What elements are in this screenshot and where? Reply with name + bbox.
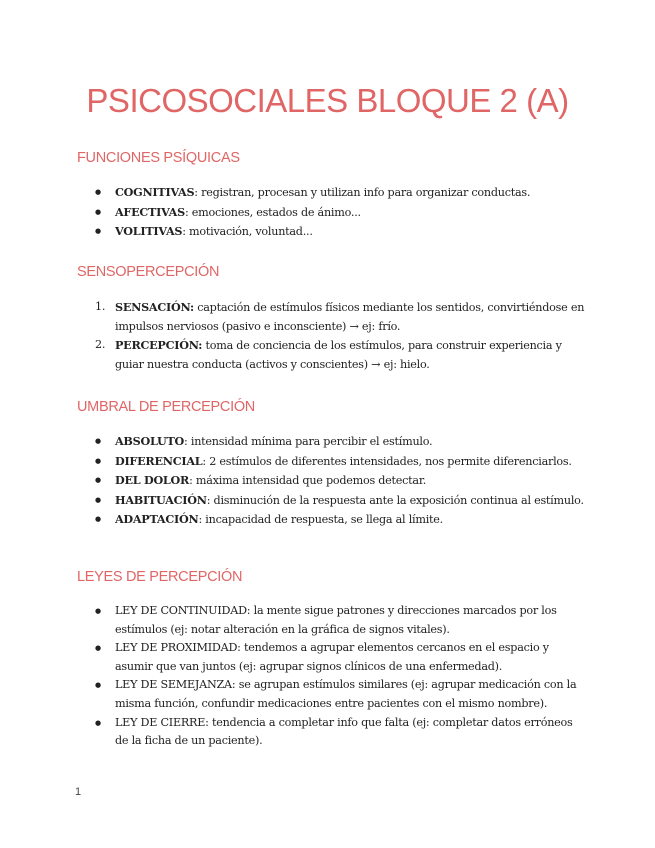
item-term: SENSACIÓN: (115, 300, 194, 314)
item-term: HABITUACIÓN (115, 492, 207, 507)
list-item: ● LEY DE SEMEJANZA: se agrupan estímulos similares (ej: agrupar medicación con la misma función, confundir medicaciones entre pacientes con el mismo nombre). (77, 676, 585, 713)
list-item (77, 491, 585, 511)
page-title: PSICOSOCIALES BLOQUE 2 (A) (86, 82, 569, 119)
item-text: : máxima intensidad que podemos detectar. (189, 474, 427, 488)
item-text: : motivación, voluntad... (182, 225, 313, 239)
item-term: ADAPTACIÓN (115, 512, 199, 527)
list-item (77, 432, 585, 452)
list-item (77, 510, 585, 530)
list-item: ● LEY DE CONTINUIDAD: la mente sigue patrones y direcciones marcados por los estímulos (ej: notar alteración en la gráfica de signos vitales). (77, 602, 585, 639)
leyes-list (77, 602, 585, 751)
item-text: : intensidad mínima para percibir el estímulo. (184, 435, 433, 448)
item-text: toma de conciencia de los estímulos, para construir experiencia y guiar nuestra conducta (activos y conscientes) → ej: hielo. (115, 339, 562, 371)
section-heading-funciones: FUNCIONES PSÍQUICAS (77, 150, 240, 166)
umbral-list (77, 432, 585, 530)
list-item: ● LEY DE CIERRE: tendencia a completar info que falta (ej: completar datos erróneos de la ficha de un paciente). (77, 714, 585, 751)
item-number: 1. (95, 300, 106, 313)
list-item (77, 336, 585, 374)
page-number: 1 (75, 786, 82, 798)
item-text: captación de estímulos físicos mediante los sentidos, convirtiéndose en impulsos nerviosos (pasivo e inconsciente) → ej: frío. (115, 301, 585, 333)
list-item (77, 471, 585, 491)
list-item (77, 298, 585, 336)
item-text: : 2 estímulos de diferentes intensidades, nos permite diferenciarlos. (202, 454, 572, 468)
item-text: : emociones, estados de ánimo... (184, 205, 361, 219)
section-heading-sensopercepcion: SENSOPERCEPCIÓN (77, 264, 220, 280)
item-term: COGNITIVAS (115, 185, 195, 199)
list-item: ● LEY DE PROXIMIDAD: tendemos a agrupar elementos cercanos en el espacio y asumir que van juntos (ej: agrupar signos clínicos de una enfermedad). (77, 639, 585, 676)
item-term: VOLITIVAS (115, 224, 183, 239)
funciones-list (77, 183, 585, 242)
item-text: : incapacidad de respuesta, se llega al límite. (198, 513, 443, 527)
item-term: AFECTIVAS (115, 204, 185, 219)
list-item (77, 203, 585, 223)
sensopercepcion-list (77, 298, 585, 374)
item-term: DIFERENCIAL (115, 453, 203, 468)
section-heading-umbral: UMBRAL DE PERCEPCIÓN (77, 399, 255, 415)
item-term: DEL DOLOR (115, 473, 190, 488)
item-text: : registran, procesan y utilizan info para organizar conductas. (194, 186, 531, 199)
item-number: 2. (95, 338, 106, 352)
list-item (77, 222, 585, 242)
list-item (77, 452, 585, 472)
item-term: PERCEPCIÓN: (115, 338, 203, 353)
item-text: : disminución de la respuesta ante la exposición continua al estímulo. (206, 493, 584, 507)
list-item (77, 183, 585, 203)
item-term: ABSOLUTO (115, 434, 185, 448)
section-heading-leyes: LEYES DE PERCEPCIÓN (77, 569, 243, 585)
